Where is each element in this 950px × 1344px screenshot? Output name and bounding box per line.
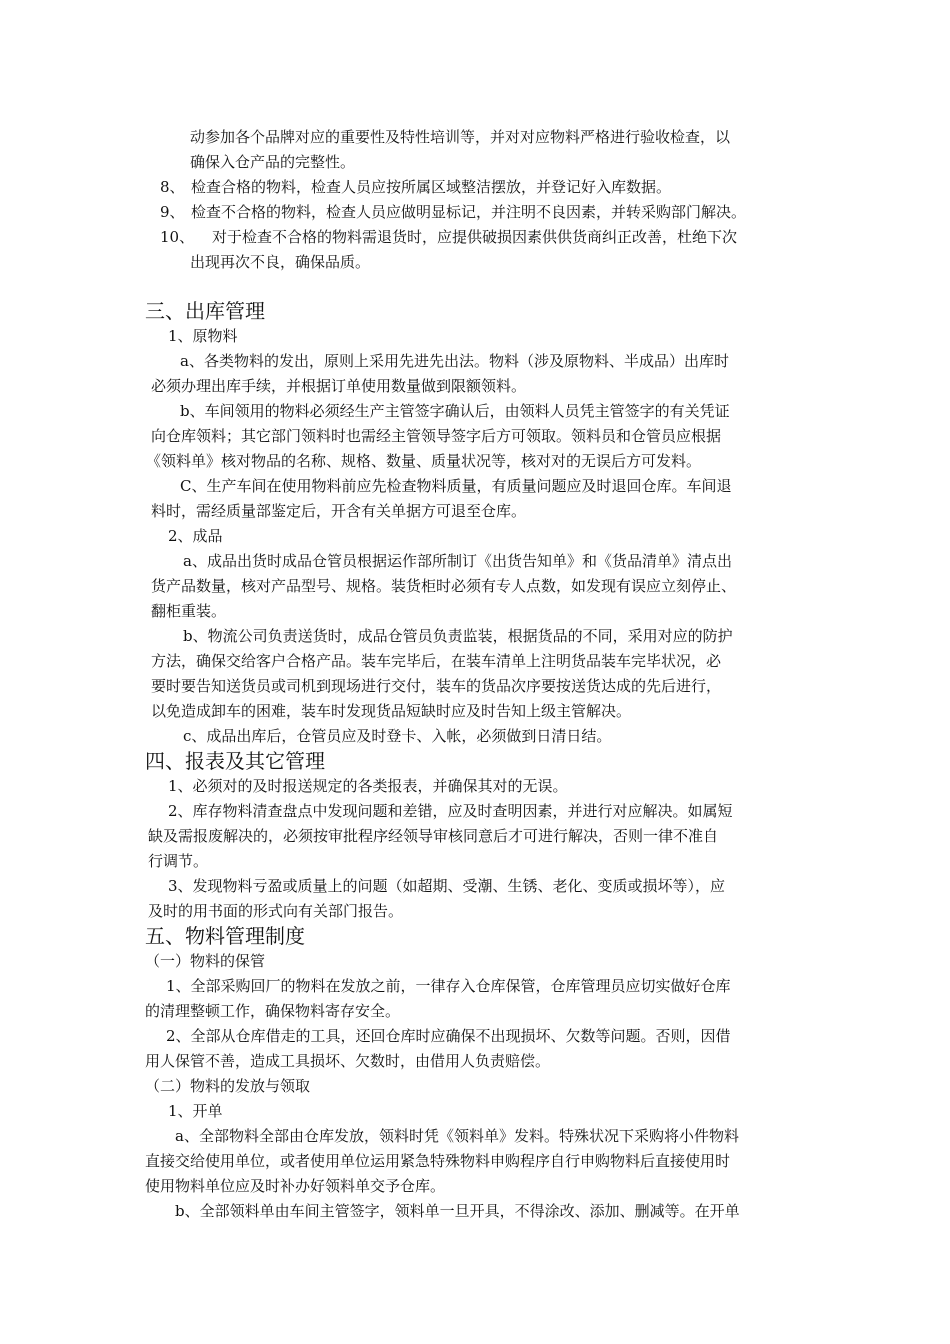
sec3-b-line-2: 向仓库领料；其它部门领料时也需经主管领导签字后方可领取。领料员和仓管员应根据	[151, 427, 722, 445]
sec5-k2-line-1: 2、全部从仓库借走的工具，还回仓库时应确保不出现损坏、欠数等问题。否则，因借	[166, 1027, 731, 1045]
sec3-a-line-2: 必须办理出库手续，并根据订单使用数量做到限额领料。	[151, 377, 527, 395]
sec3-pb-line-2: 方法，确保交给客户合格产品。装车完毕后，在装车清单上注明货品装车完毕状况，必	[151, 652, 722, 670]
intro-line-1: 动参加各个品牌对应的重要性及特性培训等，并对对应物料严格进行验收检查，以	[190, 128, 731, 146]
list-item-8	[160, 177, 671, 197]
sec4-item-3-line-1: 3、发现物料亏盈或质量上的问题（如超期、受潮、生锈、老化、变质或损坏等），应	[168, 877, 726, 895]
sec3-c-line-1: C、生产车间在使用物料前应先检查物料质量，有质量问题应及时退回仓库。车间退	[180, 477, 732, 495]
sec3-pa-line-3: 翻柜重装。	[151, 602, 227, 620]
sec5-ob-line-1: b、全部领料单由车间主管签字，领料单一旦开具，不得涂改、添加、删减等。在开单	[175, 1202, 740, 1220]
sec4-item-2-line-3: 行调节。	[148, 852, 209, 870]
sec5-k1-line-2: 的清理整顿工作，确保物料寄存安全。	[145, 1002, 401, 1020]
item-8-number: 8、	[160, 178, 185, 196]
section-3-heading: 三、出库管理	[145, 299, 265, 323]
item-10-text: 对于检查不合格的物料需退货时，应提供破损因素供供货商纠正改善，杜绝下次	[212, 228, 738, 246]
item-10-text-cont: 出现再次不良，确保品质。	[190, 253, 371, 271]
section-5-heading: 五、物料管理制度	[145, 924, 305, 948]
sec4-item-3-line-2: 及时的用书面的形式向有关部门报告。	[148, 902, 404, 920]
sec3-pb-line-3: 要时要告知送货员或司机到现场进行交付，装车的货品次序要按送货达成的先后进行，	[151, 677, 722, 695]
sec3-c-line-2: 料时，需经质量部鉴定后，开含有关单据方可退至仓库。	[151, 502, 527, 520]
intro-line-2: 确保入仓产品的完整性。	[190, 153, 356, 171]
item-9-number: 9、	[160, 203, 185, 221]
list-item-9	[160, 202, 746, 222]
sec3-pc-line-1: c、成品出库后，仓管员应及时登卡、入帐，必须做到日清日结。	[183, 727, 612, 745]
item-10-number: 10、	[160, 228, 195, 246]
item-9-text: 检查不合格的物料，检查人员应做明显标记，并注明不良因素，并转采购部门解决。	[191, 203, 747, 221]
section-4-heading: 四、报表及其它管理	[145, 749, 325, 773]
sec3-sub-raw-material: 1、原物料	[168, 327, 238, 345]
sec3-pb-line-4: 以免造成卸车的困难，装车时发现货品短缺时应及时告知上级主管解决。	[151, 702, 632, 720]
sec4-item-2-line-2: 缺及需报废解决的，必须按审批程序经领导审核同意后才可进行解决，否则一律不准自	[148, 827, 719, 845]
sec5-oa-line-2: 直接交给使用单位，或者使用单位运用紧急特殊物料申购程序自行申购物料后直接使用时	[145, 1152, 731, 1170]
list-item-10	[160, 227, 737, 247]
sec5-k1-line-1: 1、全部采购回厂的物料在发放之前，一律存入仓库保管，仓库管理员应切实做好仓库	[166, 977, 731, 995]
sec4-item-2-line-1: 2、库存物料清查盘点中发现问题和差错，应及时查明因素，并进行对应解决。如属短	[168, 802, 733, 820]
sec5-sub-issue: （二）物料的发放与领取	[145, 1077, 311, 1095]
sec4-item-1: 1、必须对的及时报送规定的各类报表，并确保其对的无误。	[168, 777, 568, 795]
sec3-b-line-1: b、车间领用的物料必须经生产主管签字确认后，由领料人员凭主管签字的有关凭证	[180, 402, 730, 420]
sec5-open-order: 1、开单	[168, 1102, 223, 1120]
sec3-pa-line-2: 货产品数量，核对产品型号、规格。装货柜时必须有专人点数，如发现有误应立刻停止、	[151, 577, 737, 595]
item-8-text: 检查合格的物料，检查人员应按所属区域整洁摆放，并登记好入库数据。	[191, 178, 672, 196]
sec3-a-line-1: a、各类物料的发出，原则上采用先进先出法。物料（涉及原物料、半成品）出库时	[180, 352, 729, 370]
sec3-sub-finished: 2、成品	[168, 527, 223, 545]
sec5-sub-storage: （一）物料的保管	[145, 952, 266, 970]
sec3-pa-line-1: a、成品出货时成品仓管员根据运作部所制订《出货告知单》和《货品清单》清点出	[183, 552, 732, 570]
sec3-pb-line-1: b、物流公司负责送货时，成品仓管员负责监装，根据货品的不同，采用对应的防护	[183, 627, 733, 645]
sec5-oa-line-3: 使用物料单位应及时补办好领料单交予仓库。	[145, 1177, 446, 1195]
sec5-k2-line-2: 用人保管不善，造成工具损坏、欠数时，由借用人负责赔偿。	[145, 1052, 551, 1070]
sec3-b-line-3: 《领料单》核对物品的名称、规格、数量、质量状况等，核对对的无误后方可发料。	[146, 452, 702, 470]
sec5-oa-line-1: a、全部物料全部由仓库发放，领料时凭《领料单》发料。特殊状况下采购将小件物料	[175, 1127, 739, 1145]
